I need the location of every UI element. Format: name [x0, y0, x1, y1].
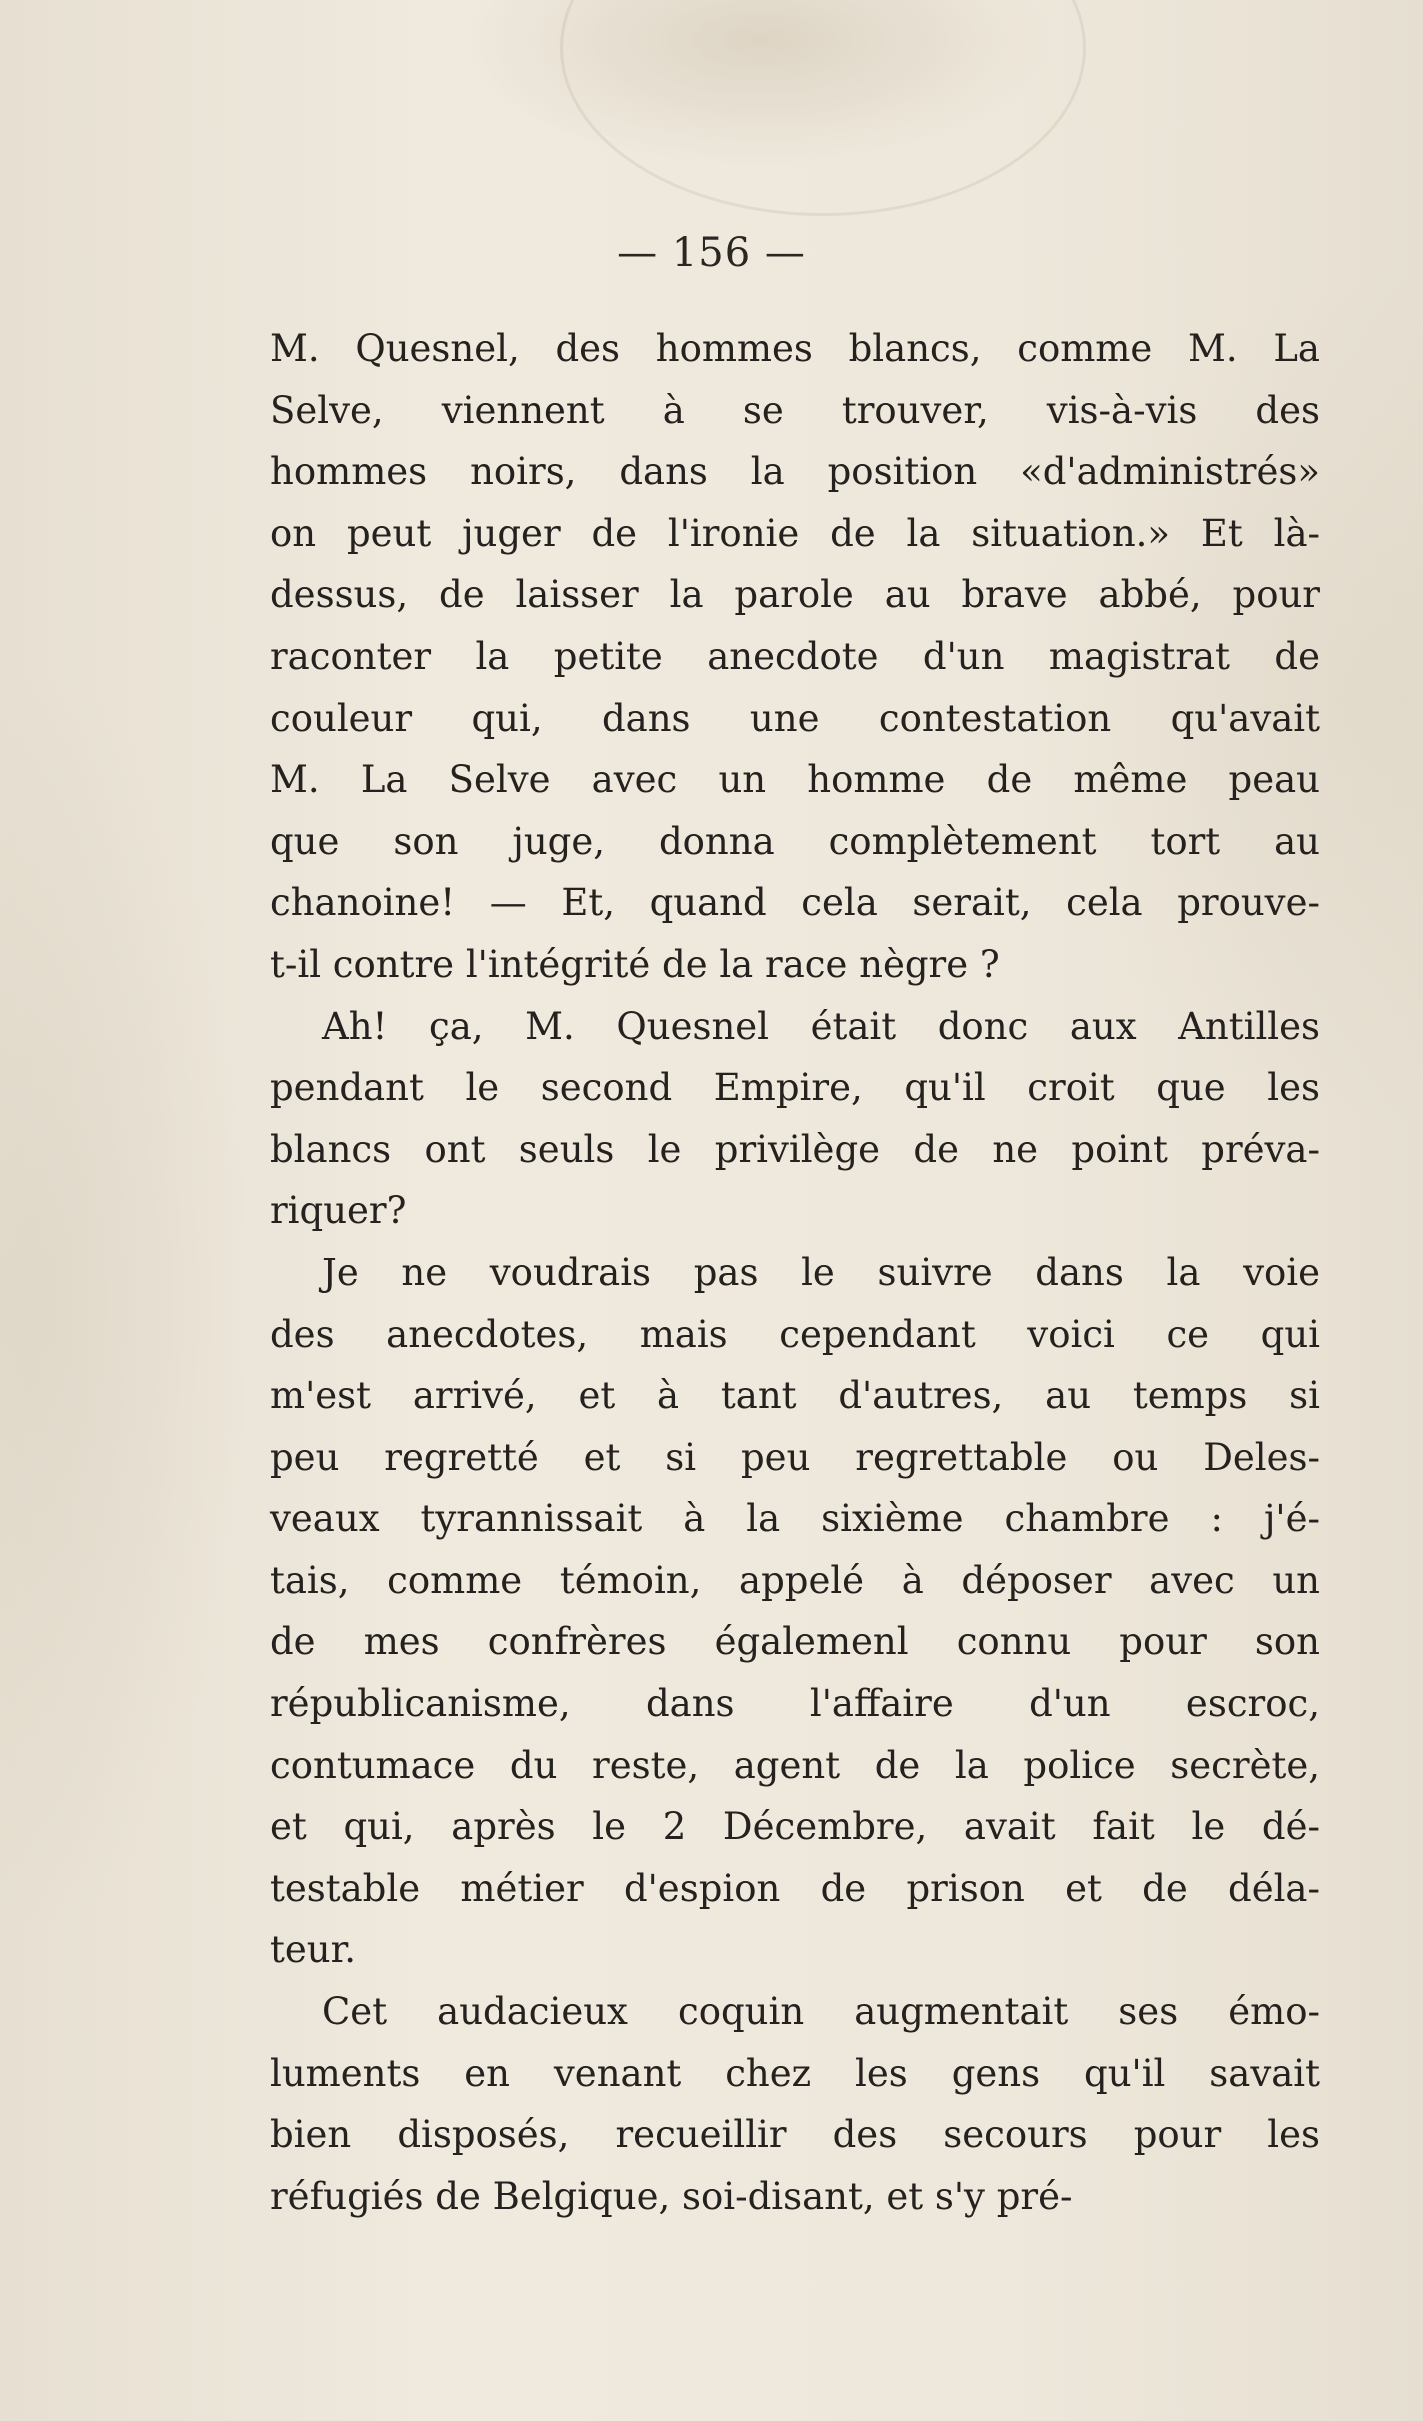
paragraph: [270, 996, 1320, 1242]
text-line: républicanisme, dans l'affaire d'un escroc,: [270, 1682, 1320, 1726]
text-line: M. Quesnel, des hommes blancs, comme M. La: [270, 327, 1320, 370]
text-line: peu regretté et si peu regrettable ou Deles-: [270, 1435, 1320, 1479]
text-line: teur.: [270, 1928, 356, 1972]
paragraph: [270, 1981, 1320, 2227]
text-line: dessus, de laisser la parole au brave abbé, pour: [270, 573, 1320, 617]
text-line: hommes noirs, dans la position «d'administrés»: [270, 450, 1320, 494]
text-line: réfugiés de Belgique, soi-disant, et s'y pré-: [270, 2174, 1073, 2218]
text-line: M. La Selve avec un homme de même peau: [270, 758, 1320, 802]
text-line: Selve, viennent à se trouver, vis-à-vis des: [270, 388, 1320, 432]
text-line: veaux tyrannissait à la sixième chambre : j'é-: [270, 1497, 1320, 1541]
paper-stain: [560, 0, 1086, 216]
paragraph: [270, 318, 1320, 996]
text-line: tais, comme témoin, appelé à déposer avec un: [270, 1558, 1320, 1602]
page-number: — 156 —: [617, 230, 806, 276]
text-line: m'est arrivé, et à tant d'autres, au temps si: [270, 1374, 1320, 1418]
text-line: Je ne voudrais pas le suivre dans la voie: [322, 1250, 1320, 1294]
text-line: raconter la petite anecdote d'un magistrat de: [270, 634, 1320, 678]
text-line: couleur qui, dans une contestation qu'avait: [270, 696, 1320, 740]
text-line: bien disposés, recueillir des secours pour les: [270, 2113, 1320, 2157]
text-line: Ah! ça, M. Quesnel était donc aux Antilles: [322, 1004, 1320, 1048]
body-text: [270, 318, 1320, 2227]
text-line: on peut juger de l'ironie de la situation.» Et là-: [270, 511, 1320, 555]
text-line: que son juge, donna complètement tort au: [270, 819, 1320, 863]
text-line: riquer?: [270, 1189, 407, 1233]
text-line: Cet audacieux coquin augmentait ses émo-: [322, 1990, 1320, 2034]
paragraph: [270, 1242, 1320, 1981]
text-line: contumace du reste, agent de la police secrète,: [270, 1743, 1320, 1787]
text-line: des anecdotes, mais cependant voici ce qui: [270, 1312, 1320, 1356]
text-line: luments en venant chez les gens qu'il savait: [270, 2051, 1320, 2095]
text-line: t-il contre l'intégrité de la race nègre ?: [270, 942, 1000, 986]
text-line: chanoine! — Et, quand cela serait, cela prouve-: [270, 881, 1320, 925]
text-line: testable métier d'espion de prison et de déla-: [270, 1866, 1320, 1910]
text-line: pendant le second Empire, qu'il croit que les: [270, 1066, 1320, 1110]
text-line: de mes confrères égalemenl connu pour son: [270, 1620, 1320, 1664]
text-line: blancs ont seuls le privilège de ne point préva-: [270, 1127, 1320, 1171]
text-line: et qui, après le 2 Décembre, avait fait le dé-: [270, 1805, 1320, 1849]
